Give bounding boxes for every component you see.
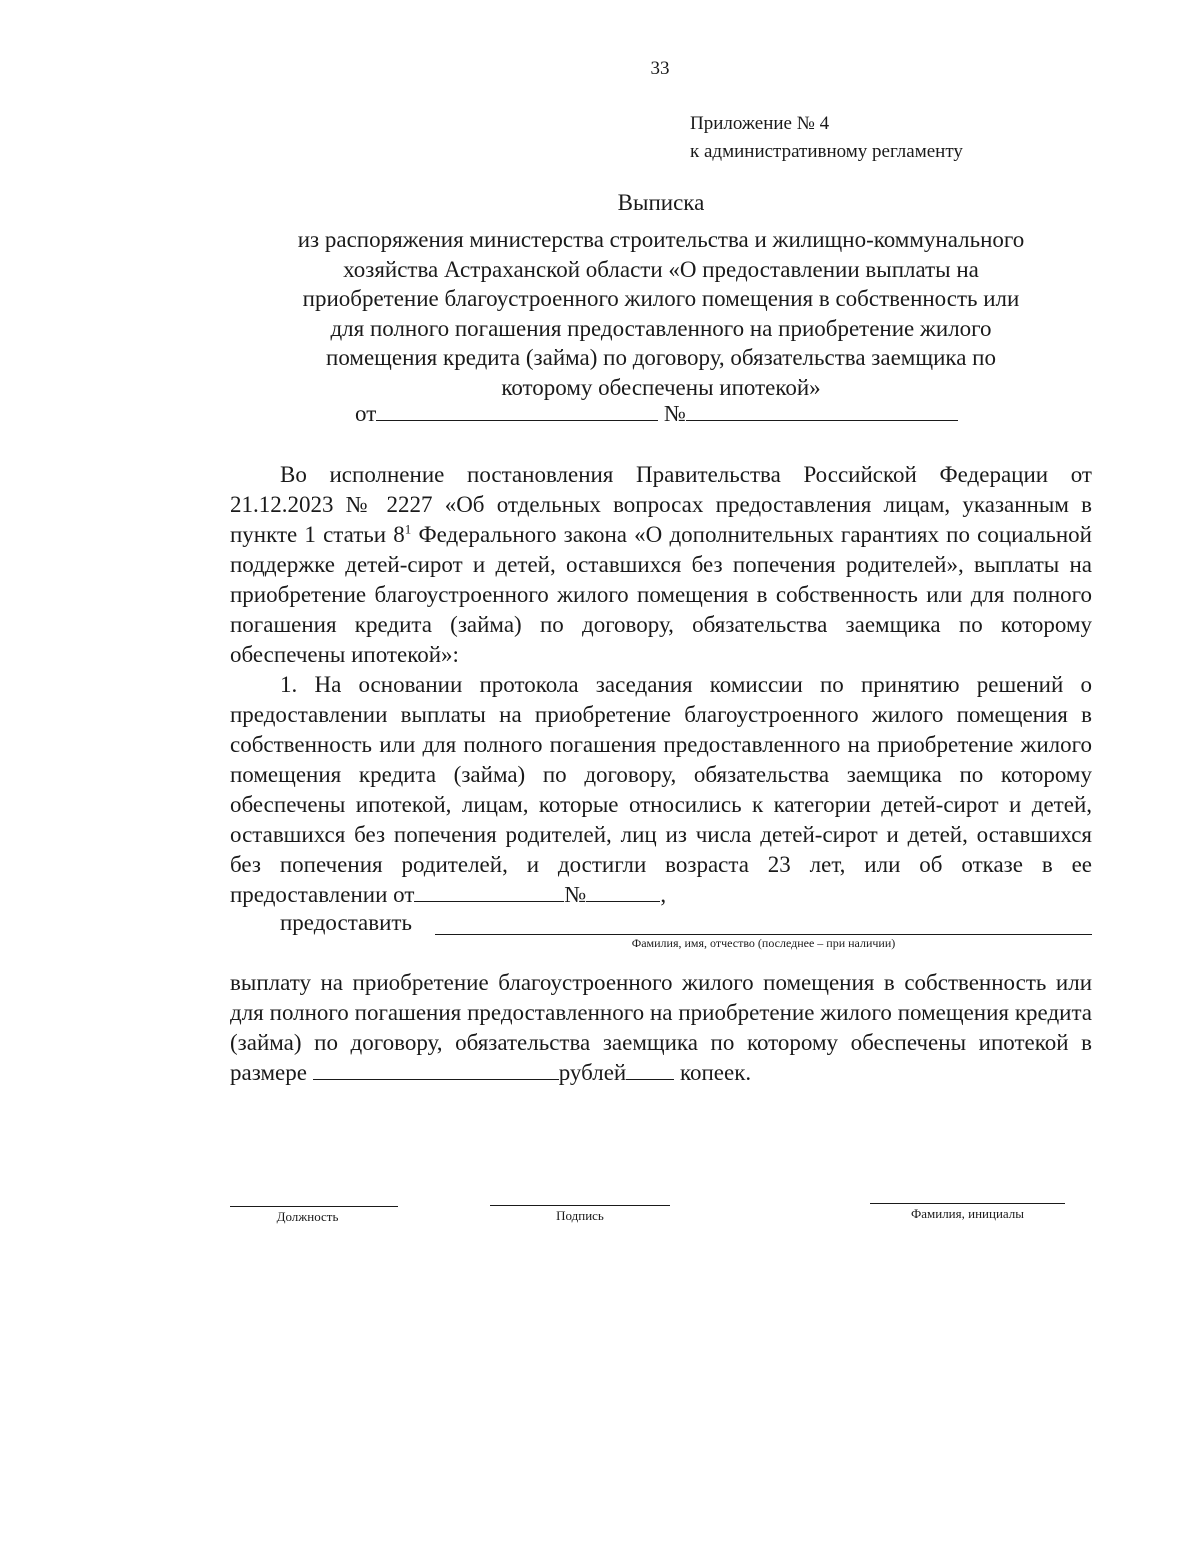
provide-label: предоставить — [280, 910, 412, 935]
number-blank — [686, 400, 958, 421]
kopecks-blank — [626, 1059, 674, 1080]
position-line — [230, 1206, 398, 1207]
rubles-blank — [313, 1059, 559, 1080]
subtitle-line: для полного погашения предоставленного на приобретение жилого — [330, 315, 992, 341]
subtitle-line: которому обеспечены ипотекой» — [501, 374, 821, 400]
paragraph-payment — [230, 968, 1092, 1088]
subtitle-line: помещения кредита (займа) по договору, обязательства заемщика по — [326, 345, 996, 370]
protocol-number-sign: № — [564, 882, 587, 907]
recipient-name-line — [435, 934, 1092, 935]
paragraph-item-1 — [230, 670, 1092, 910]
kopecks-label: копеек. — [679, 1060, 752, 1085]
intro-text: Во исполнение постановления Правительства Российской Федерации от 21.12.2023 № 2227 «Об отдельных вопросах предоставления лицам, указанным в пункте 1 статьи 8 — [230, 462, 1092, 547]
document-subtitle — [230, 225, 1092, 402]
date-number-line — [355, 400, 958, 427]
subtitle-line: из распоряжения министерства строительства и жилищно-коммунального — [297, 227, 1025, 252]
protocol-date-blank — [414, 881, 564, 902]
item-1-end: , — [660, 882, 667, 907]
page-number: 33 — [650, 58, 670, 79]
item-1-text: 1. На основании протокола заседания комиссии по принятию решений о предоставлении выплаты на приобретение благоустроенного жилого помещения в собственность или для полного погашения предоставленного на приобретение жилого помещения кредита (займа) по договору, обязательства заемщика по которому обеспечены ипотекой, лицам, которые относились к категории детей-сирот и детей, оставшихся без попечения родителей, лиц из числа детей-сирот и детей, оставшихся без попечения родителей, и достигли возраста 23 лет, или об отказе в ее предоставлении от — [230, 672, 1092, 907]
subtitle-line: приобретение благоустроенного жилого помещения в собственность или — [302, 286, 1020, 311]
number-sign: № — [664, 401, 686, 426]
appendix-note — [690, 110, 963, 166]
paragraph-intro — [230, 460, 1092, 670]
name-caption: Фамилия, инициалы — [910, 1206, 1025, 1221]
appendix-line-2: к административному регламенту — [690, 141, 963, 162]
intro-text-continued: Федерального закона «О дополнительных гарантиях по социальной поддержке детей-сирот и детей, оставшихся без попечения родителей», выплаты на приобретение благоустроенного жилого помещения в собственность или для полного погашения кредита (займа) по договору, обязательства заемщика по которому обеспечены ипотекой»: — [230, 522, 1092, 667]
rubles-label: рублей — [558, 1060, 627, 1085]
signature-caption: Подпись — [556, 1208, 604, 1223]
article-superscript: 1 — [404, 521, 412, 537]
position-caption: Должность — [276, 1209, 339, 1224]
appendix-line-1: Приложение № 4 — [690, 113, 830, 134]
payment-text: выплату на приобретение благоустроенного жилого помещения в собственность или для полного погашения предоставленного на приобретение жилого помещения кредита (займа) по договору, обязательства заемщика по которому обеспечены ипотекой в размере — [230, 970, 1092, 1085]
document-title: Выписка — [617, 190, 705, 215]
signature-line — [490, 1205, 670, 1206]
name-line — [870, 1203, 1065, 1204]
from-label: от — [355, 401, 377, 426]
subtitle-line: хозяйства Астраханской области «О предоставлении выплаты на — [343, 256, 979, 282]
date-blank — [376, 400, 658, 421]
recipient-name-caption: Фамилия, имя, отчество (последнее – при наличии) — [631, 936, 896, 950]
protocol-number-blank — [586, 881, 660, 902]
